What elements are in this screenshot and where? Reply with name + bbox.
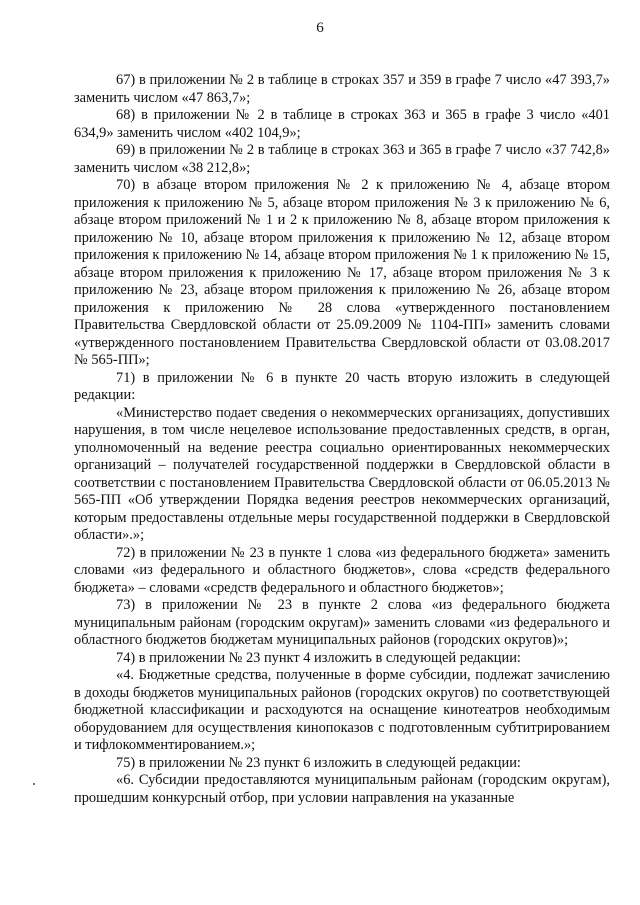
paragraph-71-quote: «Министерство подает сведения о некоммерческих организациях, допустивших нарушения, в том числе нецелевое использование предоставленных средств, в орган, уполномоченный на ведение реестра социально ориентированных некоммерческих организаций – получателей государственной поддержки в Свердловской области в соответствии с постановлением Правительства Свердловской области от 06.05.2013 № 565-ПП «Об утверждении Порядка ведения реестров некоммерческих организаций, которым предоставлены отдельные меры государственной поддержки в Свердловской области».»; <box>74 404 610 543</box>
paragraph-70: 70) в абзаце втором приложения № 2 к приложению № 4, абзаце втором приложения к приложению № 5, абзаце втором приложения № 3 к приложению № 6, абзаце втором приложений № 1 и 2 к приложению № 8, абзаце втором приложения к приложению № 10, абзаце втором приложения к приложению № 12, абзаце втором приложения к приложению № 14, абзаце втором приложения № 1 к приложению № 15, абзаце втором приложения к приложению № 17, абзаце втором приложения № 3 к приложению № 23, абзаце втором приложения к приложению № 26, абзаце втором приложения к приложению № 28 слова «утвержденного постановлением Правительства Свердловской области от 25.09.2009 № 1104-ПП» заменить словами «утвержденного постановлением Правительства Свердловской области от 03.08.2017 № 565-ПП»; <box>74 177 610 368</box>
page-number: 6 <box>316 20 324 36</box>
paragraph-74: 74) в приложении № 23 пункт 4 изложить в следующей редакции: <box>116 649 521 666</box>
paragraph-73: 73) в приложении № 23 в пункте 2 слова «из федерального бюджета муниципальным районам (городским округам)» заменить словами «из федерального и областного бюджетов бюджетам муниципальных районов (городских округов)»; <box>74 597 610 648</box>
paragraph-72: 72) в приложении № 23 в пункте 1 слова «из федерального бюджета» заменить словами «из федерального и областного бюджетов», слова «средств федерального бюджета» – словами «средств федерального и областного бюджетов»; <box>74 544 610 596</box>
paragraph-68: 68) в приложении № 2 в таблице в строках 363 и 365 в графе 3 число «401 634,9» заменить числом «402 104,9»; <box>74 107 610 141</box>
paragraph-75: 75) в приложении № 23 пункт 6 изложить в следующей редакции: <box>116 754 521 771</box>
paragraph-67: 67) в приложении № 2 в таблице в строках 357 и 359 в графе 7 число «47 393,7» заменить числом «47 863,7»; <box>74 72 610 106</box>
paragraph-74-quote: «4. Бюджетные средства, полученные в форме субсидии, подлежат зачислению в доходы бюджетов муниципальных районов (городских округов) по соответствующей бюджетной классификации и расходуются на оснащение кинотеатров необходимым оборудованием для осуществления кинопоказов с подготовленным субтитрированием и тифлокомментированием.»; <box>74 667 610 753</box>
paragraph-75-quote: «6. Субсидии предоставляются муниципальным районам (городским округам), прошедшим конкурсный отбор, при условии направления на указанные <box>74 772 610 806</box>
paragraph-71: 71) в приложении № 6 в пункте 20 часть вторую изложить в следующей редакции: <box>74 369 610 403</box>
scan-dot-mark <box>33 783 35 785</box>
paragraph-69: 69) в приложении № 2 в таблице в строках 363 и 365 в графе 7 число «37 742,8» заменить числом «38 212,8»; <box>74 142 610 176</box>
document-body <box>74 72 610 807</box>
